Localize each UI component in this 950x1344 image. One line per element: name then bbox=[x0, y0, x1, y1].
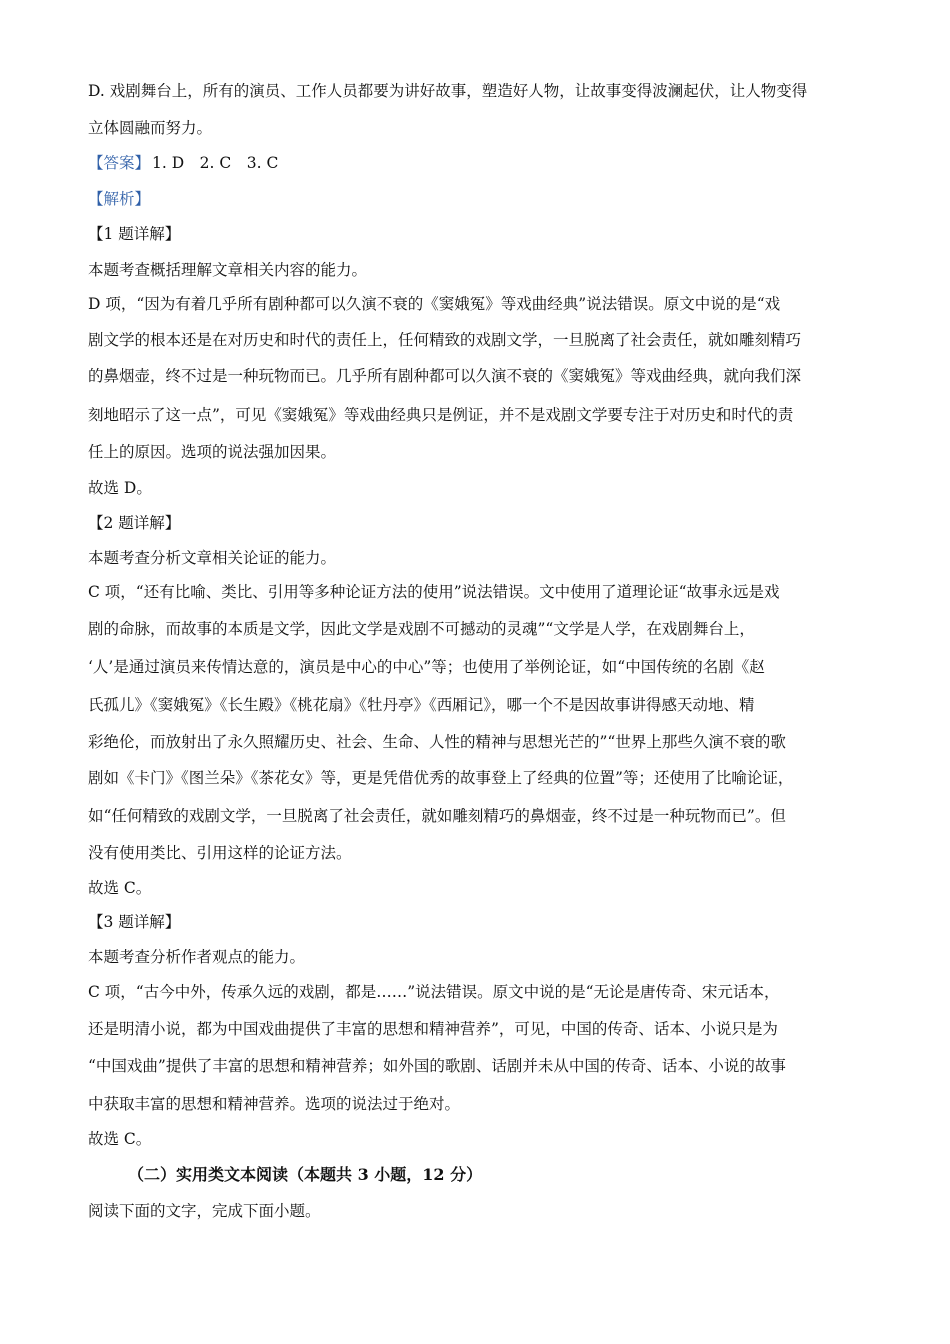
q1-heading: 【1 题详解】 bbox=[88, 225, 181, 243]
q2-intro: 本题考查分析文章相关论证的能力。 bbox=[88, 549, 337, 567]
q1-line: 任上的原因。选项的说法强加因果。 bbox=[88, 443, 337, 461]
answer-line bbox=[88, 152, 878, 174]
q1-line: 刻地昭示了这一点”，可见《窦娥冤》等戏曲经典只是例证，并不是戏剧文学要专注于对历史和时代的责 bbox=[88, 406, 794, 424]
analysis-label: 【解析】 bbox=[88, 190, 151, 208]
answer-values: 1. D 2. C 3. C bbox=[152, 154, 279, 172]
q1-line: 的鼻烟壶，终不过是一种玩物而已。几乎所有剧种都可以久演不衰的《窦娥冤》等戏曲经典，就向我们深 bbox=[88, 367, 802, 385]
q1-intro: 本题考查概括理解文章相关内容的能力。 bbox=[88, 261, 368, 279]
q3-line: 还是明清小说，都为中国戏曲提供了丰富的思想和精神营养”，可见，中国的传奇、话本、小说只是为 bbox=[88, 1020, 778, 1038]
q2-conclusion: 故选 C。 bbox=[88, 879, 152, 897]
q3-line: 中获取丰富的思想和精神营养。选项的说法过于绝对。 bbox=[88, 1095, 461, 1113]
section-title: （二）实用类文本阅读（本题共 3 小题，12 分） bbox=[128, 1165, 483, 1184]
option-d-line: D. 戏剧舞台上，所有的演员、工作人员都要为讲好故事，塑造好人物，让故事变得波澜起伏，让人物变得 bbox=[88, 82, 808, 100]
answer-label: 【答案】 bbox=[88, 154, 151, 172]
q3-intro: 本题考查分析作者观点的能力。 bbox=[88, 948, 306, 966]
q1-line: 剧文学的根本还是在对历史和时代的责任上，任何精致的戏剧文学，一旦脱离了社会责任，就如雕刻精巧 bbox=[88, 331, 802, 349]
option-d-line: 立体圆融而努力。 bbox=[88, 119, 213, 137]
q3-line: “中国戏曲”提供了丰富的思想和精神营养；如外国的歌剧、话剧并未从中国的传奇、话本、小说的故事 bbox=[88, 1057, 786, 1075]
q2-line: 剧的命脉，而故事的本质是文学，因此文学是戏剧不可撼动的灵魂”“文学是人学，在戏剧舞台上， bbox=[88, 620, 755, 638]
q2-line: 没有使用类比、引用这样的论证方法。 bbox=[88, 844, 352, 862]
q2-line: C 项，“还有比喻、类比、引用等多种论证方法的使用”说法错误。文中使用了道理论证“故事永远是戏 bbox=[88, 583, 780, 601]
q3-line: C 项，“古今中外，传承久远的戏剧，都是……”说法错误。原文中说的是“无论是唐传奇、宋元话本， bbox=[88, 983, 780, 1001]
q2-line: 剧如《卡门》《图兰朵》《茶花女》等，更是凭借优秀的故事登上了经典的位置”等；还使用了比喻论证， bbox=[88, 769, 794, 787]
q2-line: 氏孤儿》《窦娥冤》《长生殿》《桃花扇》《牡丹亭》《西厢记》，哪一个不是因故事讲得感天动地、精 bbox=[88, 696, 755, 714]
q3-heading: 【3 题详解】 bbox=[88, 913, 181, 931]
q2-line: ‘人’是通过演员来传情达意的，演员是中心的中心”等；也使用了举例论证，如“中国传统的名剧《赵 bbox=[88, 658, 765, 676]
q3-conclusion: 故选 C。 bbox=[88, 1130, 152, 1148]
q1-conclusion: 故选 D。 bbox=[88, 479, 152, 497]
q2-heading: 【2 题详解】 bbox=[88, 514, 181, 532]
section-instruction: 阅读下面的文字，完成下面小题。 bbox=[88, 1202, 321, 1220]
q2-line: 彩绝伦，而放射出了永久照耀历史、社会、生命、人性的精神与思想光芒的”“世界上那些久演不衰的歌 bbox=[88, 733, 786, 751]
q1-line: D 项，“因为有着几乎所有剧种都可以久演不衰的《窦娥冤》等戏曲经典”说法错误。原文中说的是“戏 bbox=[88, 295, 781, 313]
q2-line: 如“任何精致的戏剧文学，一旦脱离了社会责任，就如雕刻精巧的鼻烟壶，终不过是一种玩物而已”。但 bbox=[88, 807, 786, 825]
